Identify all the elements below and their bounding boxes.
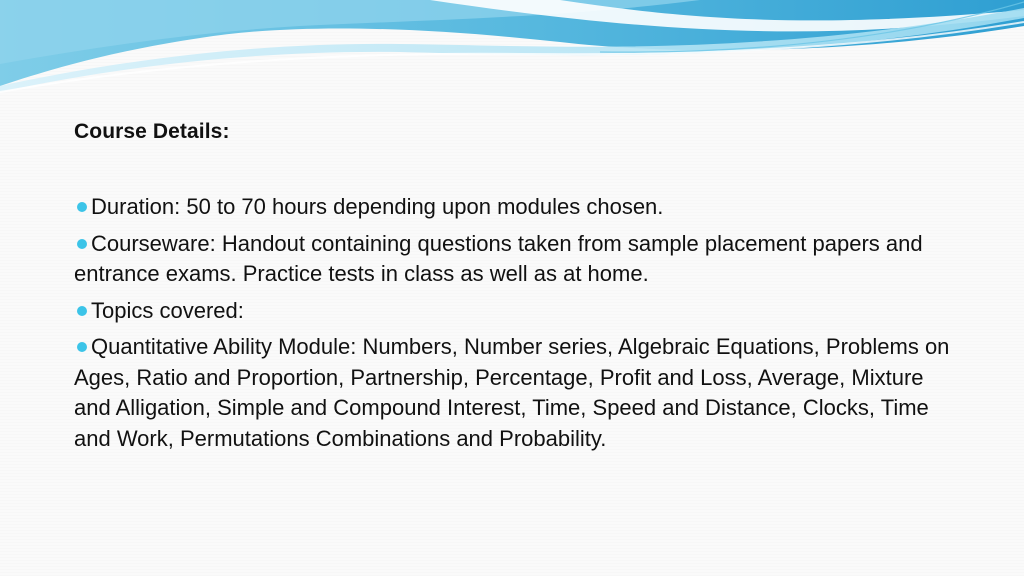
page-title: Course Details:	[74, 120, 230, 143]
list-item	[74, 296, 954, 327]
bullet-text: Quantitative Ability Module: Numbers, Number series, Algebraic Equations, Problems on Ages, Ratio and Proportion, Partnership, Percentage, Profit and Loss, Average, Mixture and Alligation, Simple and Compound Interest, Time, Speed and Distance, Clocks, Time and Work, Permutations Combinations and Probability.	[74, 334, 950, 451]
list-item	[74, 332, 954, 454]
bullet-dot-icon	[77, 239, 87, 249]
bullet-list	[74, 192, 954, 460]
bullet-dot-icon	[77, 306, 87, 316]
bullet-dot-icon	[77, 342, 87, 352]
bullet-text: Duration: 50 to 70 hours depending upon modules chosen.	[91, 194, 664, 219]
list-item	[74, 229, 954, 290]
bullet-text: Courseware: Handout containing questions taken from sample placement papers and entrance exams. Practice tests in class as well as at home.	[74, 230, 923, 286]
bullet-dot-icon	[77, 202, 87, 212]
bullet-text: Topics covered:	[91, 297, 244, 323]
header-wave-decoration	[0, 0, 1024, 110]
list-item	[74, 192, 954, 223]
